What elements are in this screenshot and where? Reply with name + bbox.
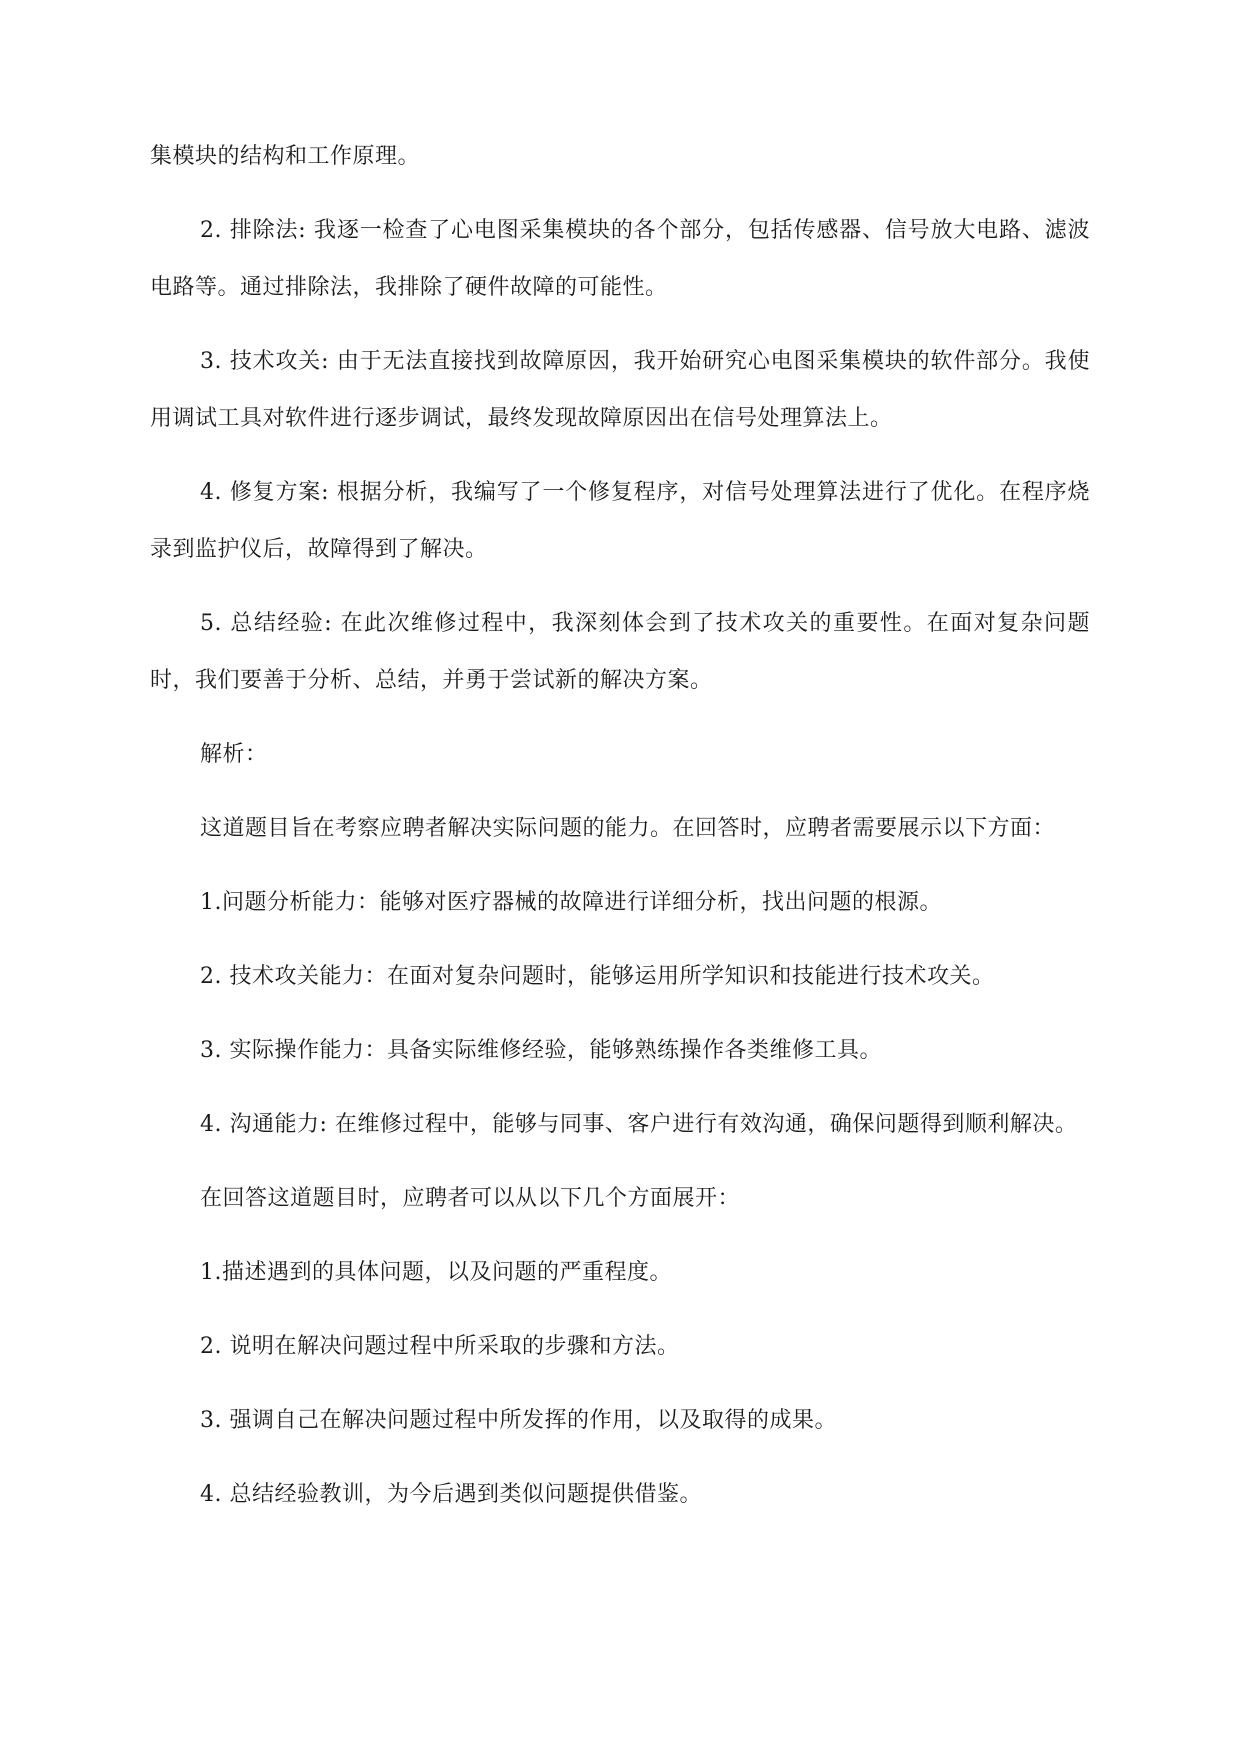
list-item-communication: 4. 沟通能力: 在维修过程中，能够与同事、客户进行有效沟通，确保问题得到顺利解决。 <box>200 1112 1078 1137</box>
list-item-technical-ability: 2. 技术攻关能力：在面对复杂问题时，能够运用所学知识和技能进行技术攻关。 <box>200 964 995 989</box>
paragraph-step-5-summary: 5. 总结经验: 在此次维修过程中，我深刻体会到了技术攻关的重要性。在面对复杂问题时，我们要善于分析、总结，并勇于尝试新的解决方案。 <box>150 611 1090 693</box>
list-item-emphasize-role: 3. 强调自己在解决问题过程中所发挥的作用，以及取得的成果。 <box>200 1408 837 1433</box>
paragraph-step-3-technical-tackle: 3. 技术攻关: 由于无法直接找到故障原因，我开始研究心电图采集模块的软件部分。我使用调试工具对软件进行逐步调试，最终发现故障原因出在信号处理算法上。 <box>150 349 1090 431</box>
analysis-heading: 解析： <box>200 742 268 767</box>
paragraph-step-4-repair-plan: 4. 修复方案: 根据分析，我编写了一个修复程序，对信号处理算法进行了优化。在程序烧录到监护仪后，故障得到了解决。 <box>150 480 1090 562</box>
paragraph-analysis-intro: 这道题目旨在考察应聘者解决实际问题的能力。在回答时，应聘者需要展示以下方面： <box>200 816 1056 841</box>
document-body <box>150 128 1090 1523</box>
list-item-summarize-lessons: 4. 总结经验教训，为今后遇到类似问题提供借鉴。 <box>200 1482 702 1507</box>
paragraph-continuation: 集模块的结构和工作原理。 <box>150 144 421 169</box>
list-item-describe-problem: 1.描述遇到的具体问题，以及问题的严重程度。 <box>200 1260 672 1285</box>
list-item-explain-steps: 2. 说明在解决问题过程中所采取的步骤和方法。 <box>200 1334 680 1359</box>
list-item-practical-ability: 3. 实际操作能力：具备实际维修经验，能够熟练操作各类维修工具。 <box>200 1038 882 1063</box>
paragraph-answer-guide: 在回答这道题目时，应聘者可以从以下几个方面展开： <box>200 1186 741 1211</box>
paragraph-step-2-elimination: 2. 排除法: 我逐一检查了心电图采集模块的各个部分，包括传感器、信号放大电路、滤波电路等。通过排除法，我排除了硬件故障的可能性。 <box>150 218 1090 300</box>
list-item-problem-analysis: 1.问题分析能力：能够对医疗器械的故障进行详细分析，找出问题的根源。 <box>200 890 942 915</box>
